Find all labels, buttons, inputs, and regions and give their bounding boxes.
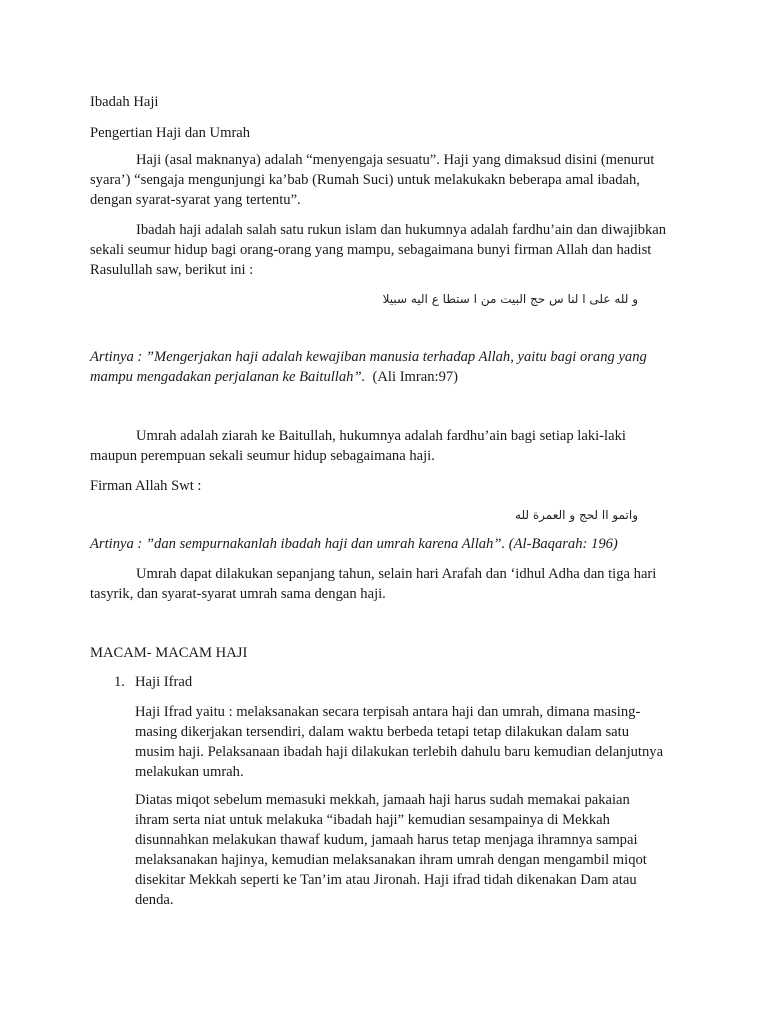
arabic-verse-ali-imran: و لله على ا لنا س حج البيت من ا ستطا ع اليه سبيلا <box>382 292 638 306</box>
translation-ali-imran <box>90 347 670 387</box>
paragraph-umrah-timing: Umrah dapat dilakukan sepanjang tahun, selain hari Arafah dan ‘idhul Adha dan tiga hari tasyrik, dan syarat-syarat umrah sama dengan haji. <box>90 566 657 602</box>
paragraph-umrah-definition: Umrah adalah ziarah ke Baitullah, hukumnya adalah fardhu’ain bagi setiap laki-laki maupun perempuan sekali seumur hidup sebagaimana haji. <box>90 428 626 464</box>
paragraph-haji-ifrad-procedure: Diatas miqot sebelum memasuki mekkah, jamaah haji harus sudah memakai pakaian ihram serta niat untuk melakuka “ibadah haji” kemudian sesampainya di Mekkah disunnahkan melakukan thawaf kudum, jamaah harus tetap menjaga ihramnya sampai melaksanakan hajinya, kemudian melaksanakan ihram umrah dengan mengambil miqot disekitar Mekkah seperti ke Tan’im atau Jironah. Haji ifrad tidah dikenakan Dam atau denda. <box>135 792 647 908</box>
translation-ali-imran-text: Artinya : ”Mengerjakan haji adalah kewajiban manusia terhadap Allah, yaitu bagi orang yang mampu mengadakan perjalanan ke Baitullah”. <box>90 349 647 385</box>
paragraph-ibadah-haji: Ibadah haji adalah salah satu rukun islam dan hukumnya adalah fardhu’ain dan diwajibkan sekali seumur hidup bagi orang-orang yang mampu, sebagaimana bunyi firman Allah dan hadist Rasulullah saw, berikut ini : <box>90 222 667 278</box>
section-heading-macam-haji: MACAM- MACAM HAJI <box>90 645 248 661</box>
list-item-title-haji-ifrad: Haji Ifrad <box>135 674 193 690</box>
verse-reference-ali-imran: (Ali Imran:97) <box>372 369 459 385</box>
arabic-verse-al-baqarah: واتمو اا لحج و العمرة لله <box>515 508 638 522</box>
firman-label: Firman Allah Swt : <box>90 478 202 494</box>
paragraph-haji-definition: Haji (asal maknanya) adalah “menyengaja sesuatu”. Haji yang dimaksud disini (menurut syara’) “sengaja mengunjungi ka’bab (Rumah Suci) untuk melakukakn beberapa amal ibadah, dengan syarat-syarat yang tertentu”. <box>90 152 655 208</box>
section-heading-pengertian: Pengertian Haji dan Umrah <box>90 125 251 141</box>
translation-al-baqarah: Artinya : ”dan sempurnakanlah ibadah haji dan umrah karena Allah”. (Al-Baqarah: 196) <box>90 536 618 552</box>
document-title: Ibadah Haji <box>90 94 159 110</box>
paragraph-haji-ifrad-definition: Haji Ifrad yaitu : melaksanakan secara terpisah antara haji dan umrah, dimana masing-masing dikerjakan tersendiri, dalam waktu berbeda tetapi tetap dilakukan dalam satu musim haji. Pelaksanaan ibadah haji dilakukan terlebih dahulu baru kemudian delanjutnya melakukan umrah. <box>135 704 664 780</box>
list-number: 1. <box>114 674 125 690</box>
